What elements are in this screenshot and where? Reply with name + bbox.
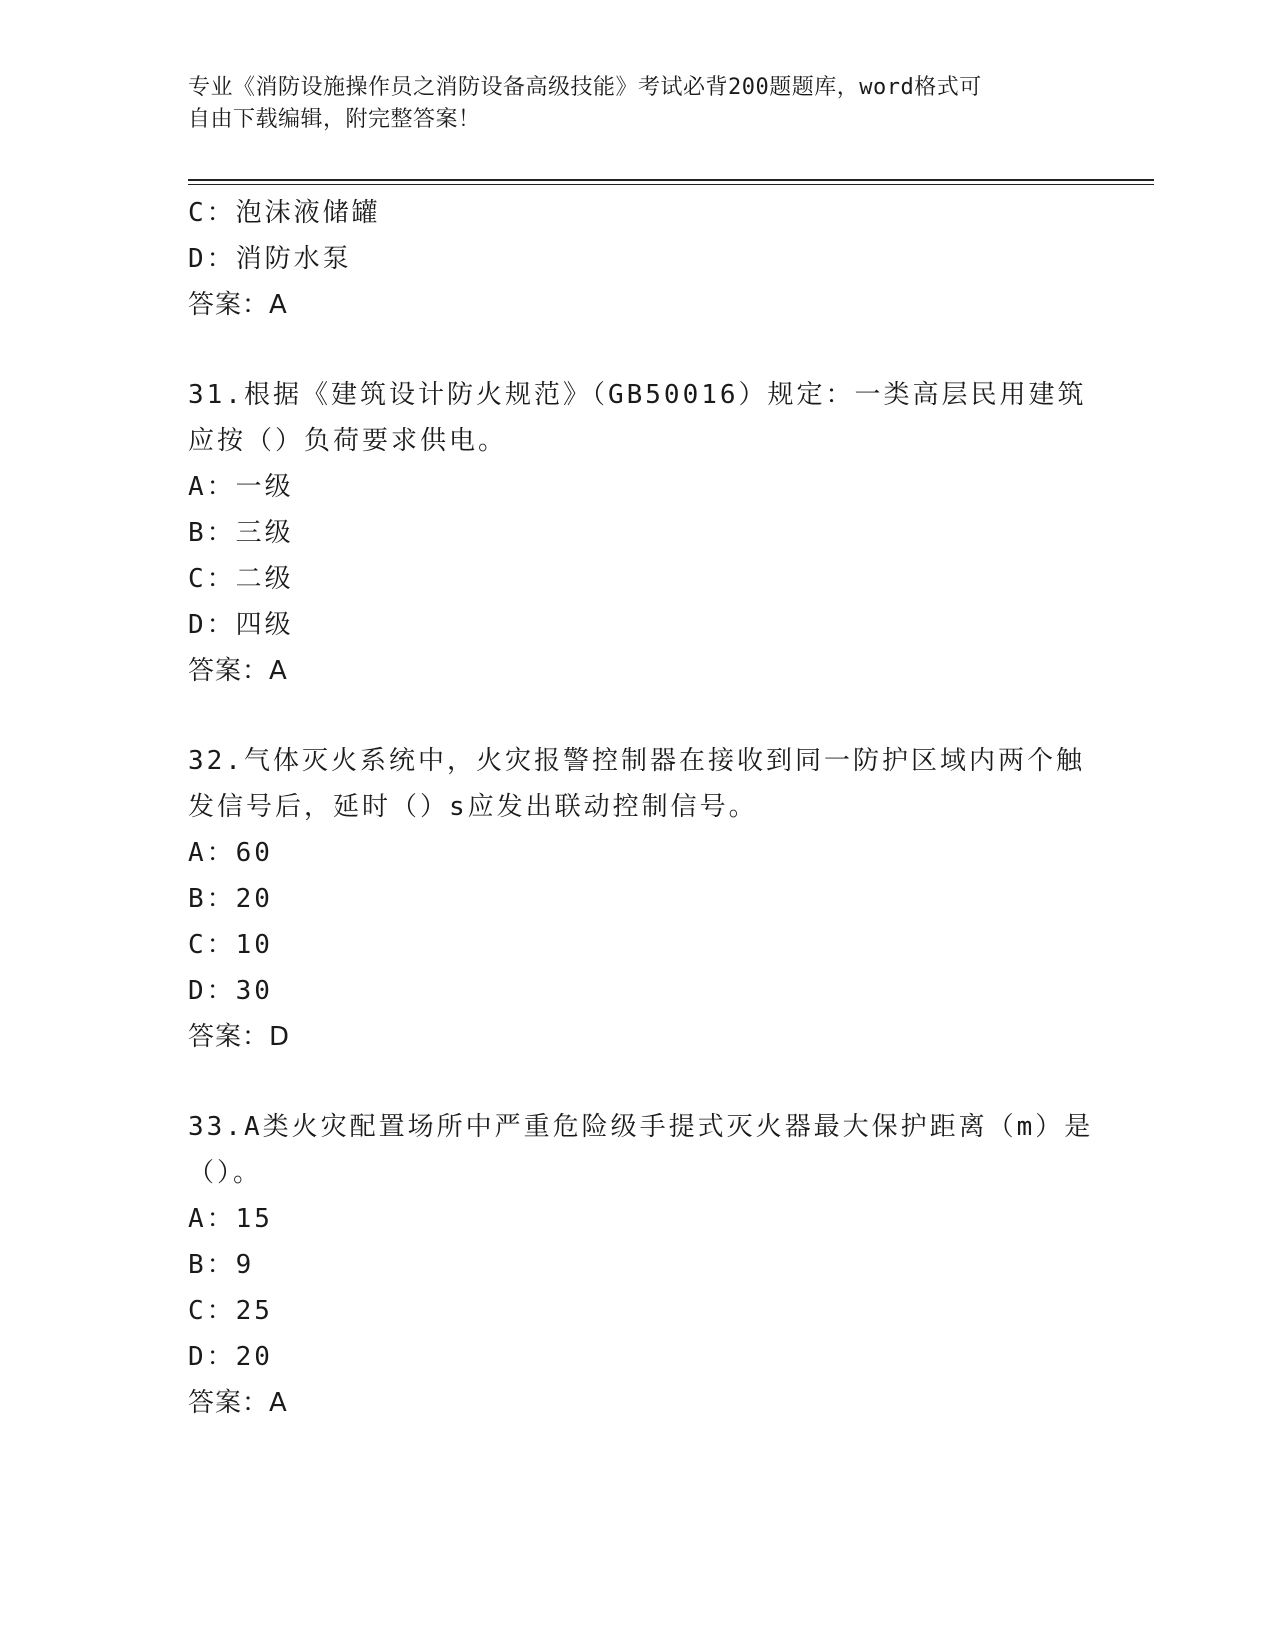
header-divider-bottom (188, 184, 1154, 185)
option-d: D：20 (188, 1342, 273, 1372)
header-line-1: 专业《消防设施操作员之消防设备高级技能》考试必背200题题库，word格式可 (188, 75, 982, 100)
option-a: A：60 (188, 838, 273, 868)
option-c: C：二级 (188, 564, 294, 594)
option-a: A：一级 (188, 472, 294, 502)
question-list (188, 190, 1094, 1426)
spacer (188, 328, 1088, 372)
answer-line: 答案：A (188, 1388, 288, 1418)
question-text-line-2: （）。 (188, 1158, 263, 1188)
question-33 (188, 1104, 1094, 1426)
option-d: D：30 (188, 976, 273, 1006)
question-text-line-1: 33.A类火灾配置场所中严重危险级手提式灭火器最大保护距离（m）是 (188, 1112, 1094, 1142)
option-a: A：15 (188, 1204, 273, 1234)
header-line-2: 自由下载编辑，附完整答案！ (188, 107, 481, 132)
option-b: B：20 (188, 884, 273, 914)
option-b: B：三级 (188, 518, 294, 548)
option-d: D：消防水泵 (188, 244, 352, 274)
spacer (188, 1060, 1088, 1104)
previous-question-tail (188, 190, 1088, 328)
spacer (188, 694, 1088, 738)
option-c: C：25 (188, 1296, 273, 1326)
answer-line: 答案：A (188, 290, 288, 320)
answer-line: 答案：A (188, 656, 288, 686)
question-text-line-1: 32.气体灭火系统中，火灾报警控制器在接收到同一防护区域内两个触 (188, 746, 1085, 776)
option-c: C：泡沫液储罐 (188, 198, 381, 228)
option-d: D：四级 (188, 610, 294, 640)
question-32 (188, 738, 1088, 1060)
option-b: B：9 (188, 1250, 255, 1280)
question-31 (188, 372, 1088, 694)
question-text-line-1: 31.根据《建筑设计防火规范》（GB50016）规定：一类高层民用建筑 (188, 380, 1087, 410)
answer-line: 答案：D (188, 1022, 291, 1052)
option-c: C：10 (188, 930, 273, 960)
question-text-line-2: 应按（）负荷要求供电。 (188, 426, 508, 456)
header-divider-top (188, 179, 1154, 181)
question-text-line-2: 发信号后，延时（）s应发出联动控制信号。 (188, 792, 758, 822)
document-header (188, 72, 1088, 136)
